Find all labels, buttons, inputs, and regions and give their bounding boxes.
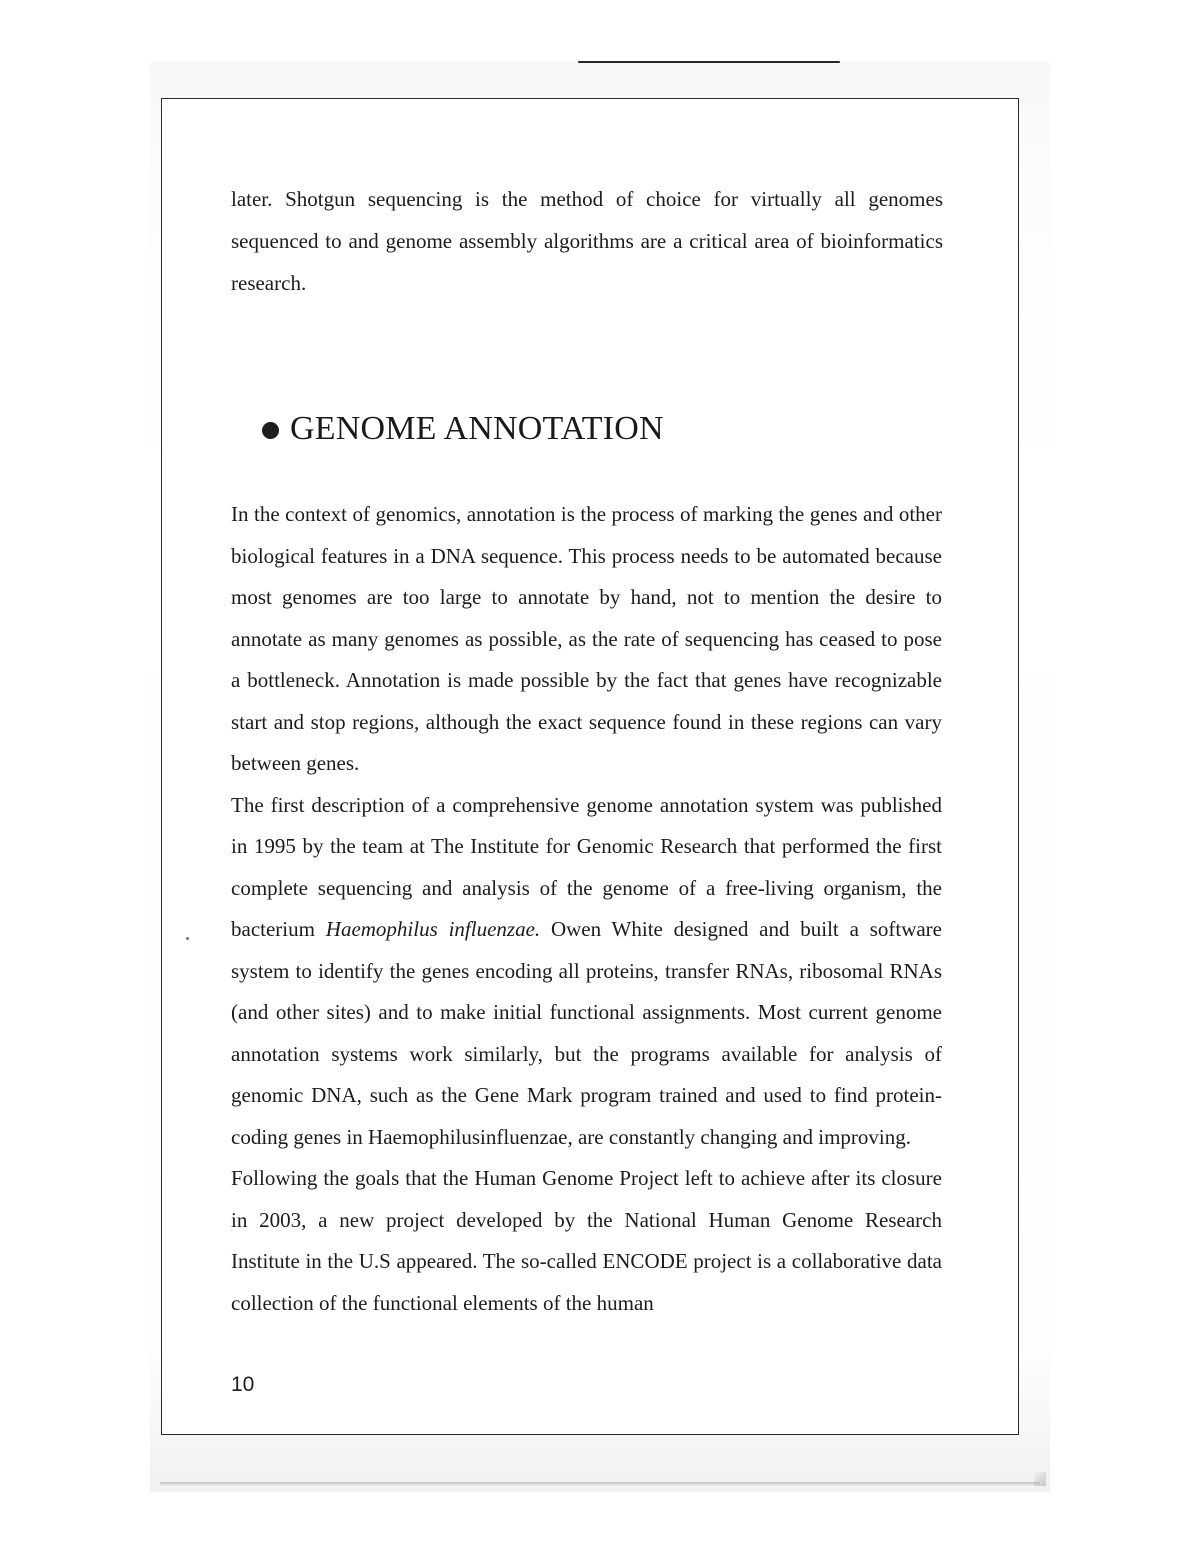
section-heading <box>262 410 664 448</box>
top-rule <box>578 61 840 63</box>
paragraph-annotation-history <box>231 785 942 1159</box>
paragraph-annotation-intro: In the context of genomics, annotation is the process of marking the genes and other biological features in a DNA sequence. This process needs to be automated because most genomes are too large to annotate by hand, not to mention the desire to annotate as many genomes as possible, as the rate of sequencing has ceased to pose a bottleneck. Annotation is made possible by the fact that genes have recognizable start and stop regions, although the exact sequence found in these regions can vary between genes. <box>231 502 942 775</box>
species-name: Haemophilus influenzae. <box>325 917 541 941</box>
bullet-icon <box>262 422 279 439</box>
paragraph-history-lead: The first description of a comprehensive genome annotation system was published in 1995 by the team at The Institute for Genomic Research that performed the first complete sequencing and analysis of the genome of a free-living organism, the bacterium <box>231 792 942 941</box>
page-number: 10 <box>231 1373 255 1396</box>
body-text <box>231 494 942 1324</box>
section-heading-text: GENOME ANNOTATION <box>290 410 664 447</box>
intro-block <box>231 178 943 304</box>
scan-speck <box>186 937 189 940</box>
paragraph-history-rest: Owen White designed and built a software system to identify the genes encoding all proteins, transfer RNAs, ribosomal RNAs (and other sites) and to make initial functional assignments. Most current genome annotation systems work similarly, but the programs available for analysis of genomic DNA, such as the Gene Mark program trained and used to find protein-coding genes in Haemophilusinfluenzae, are constantly changing and improving. <box>231 917 942 1149</box>
paragraph-encode: Following the goals that the Human Genome Project left to achieve after its closure in 2003, a new project developed by the National Human Genome Research Institute in the U.S appeared. The so-called ENCODE project is a collaborative data collection of the functional elements of the human <box>231 1166 942 1315</box>
intro-paragraph: later. Shotgun sequencing is the method of choice for virtually all genomes sequenced to and genome assembly algorithms are a critical area of bioinformatics research. <box>231 187 943 295</box>
page-edge-shadow <box>160 1482 1040 1486</box>
page-corner <box>1034 1472 1046 1486</box>
